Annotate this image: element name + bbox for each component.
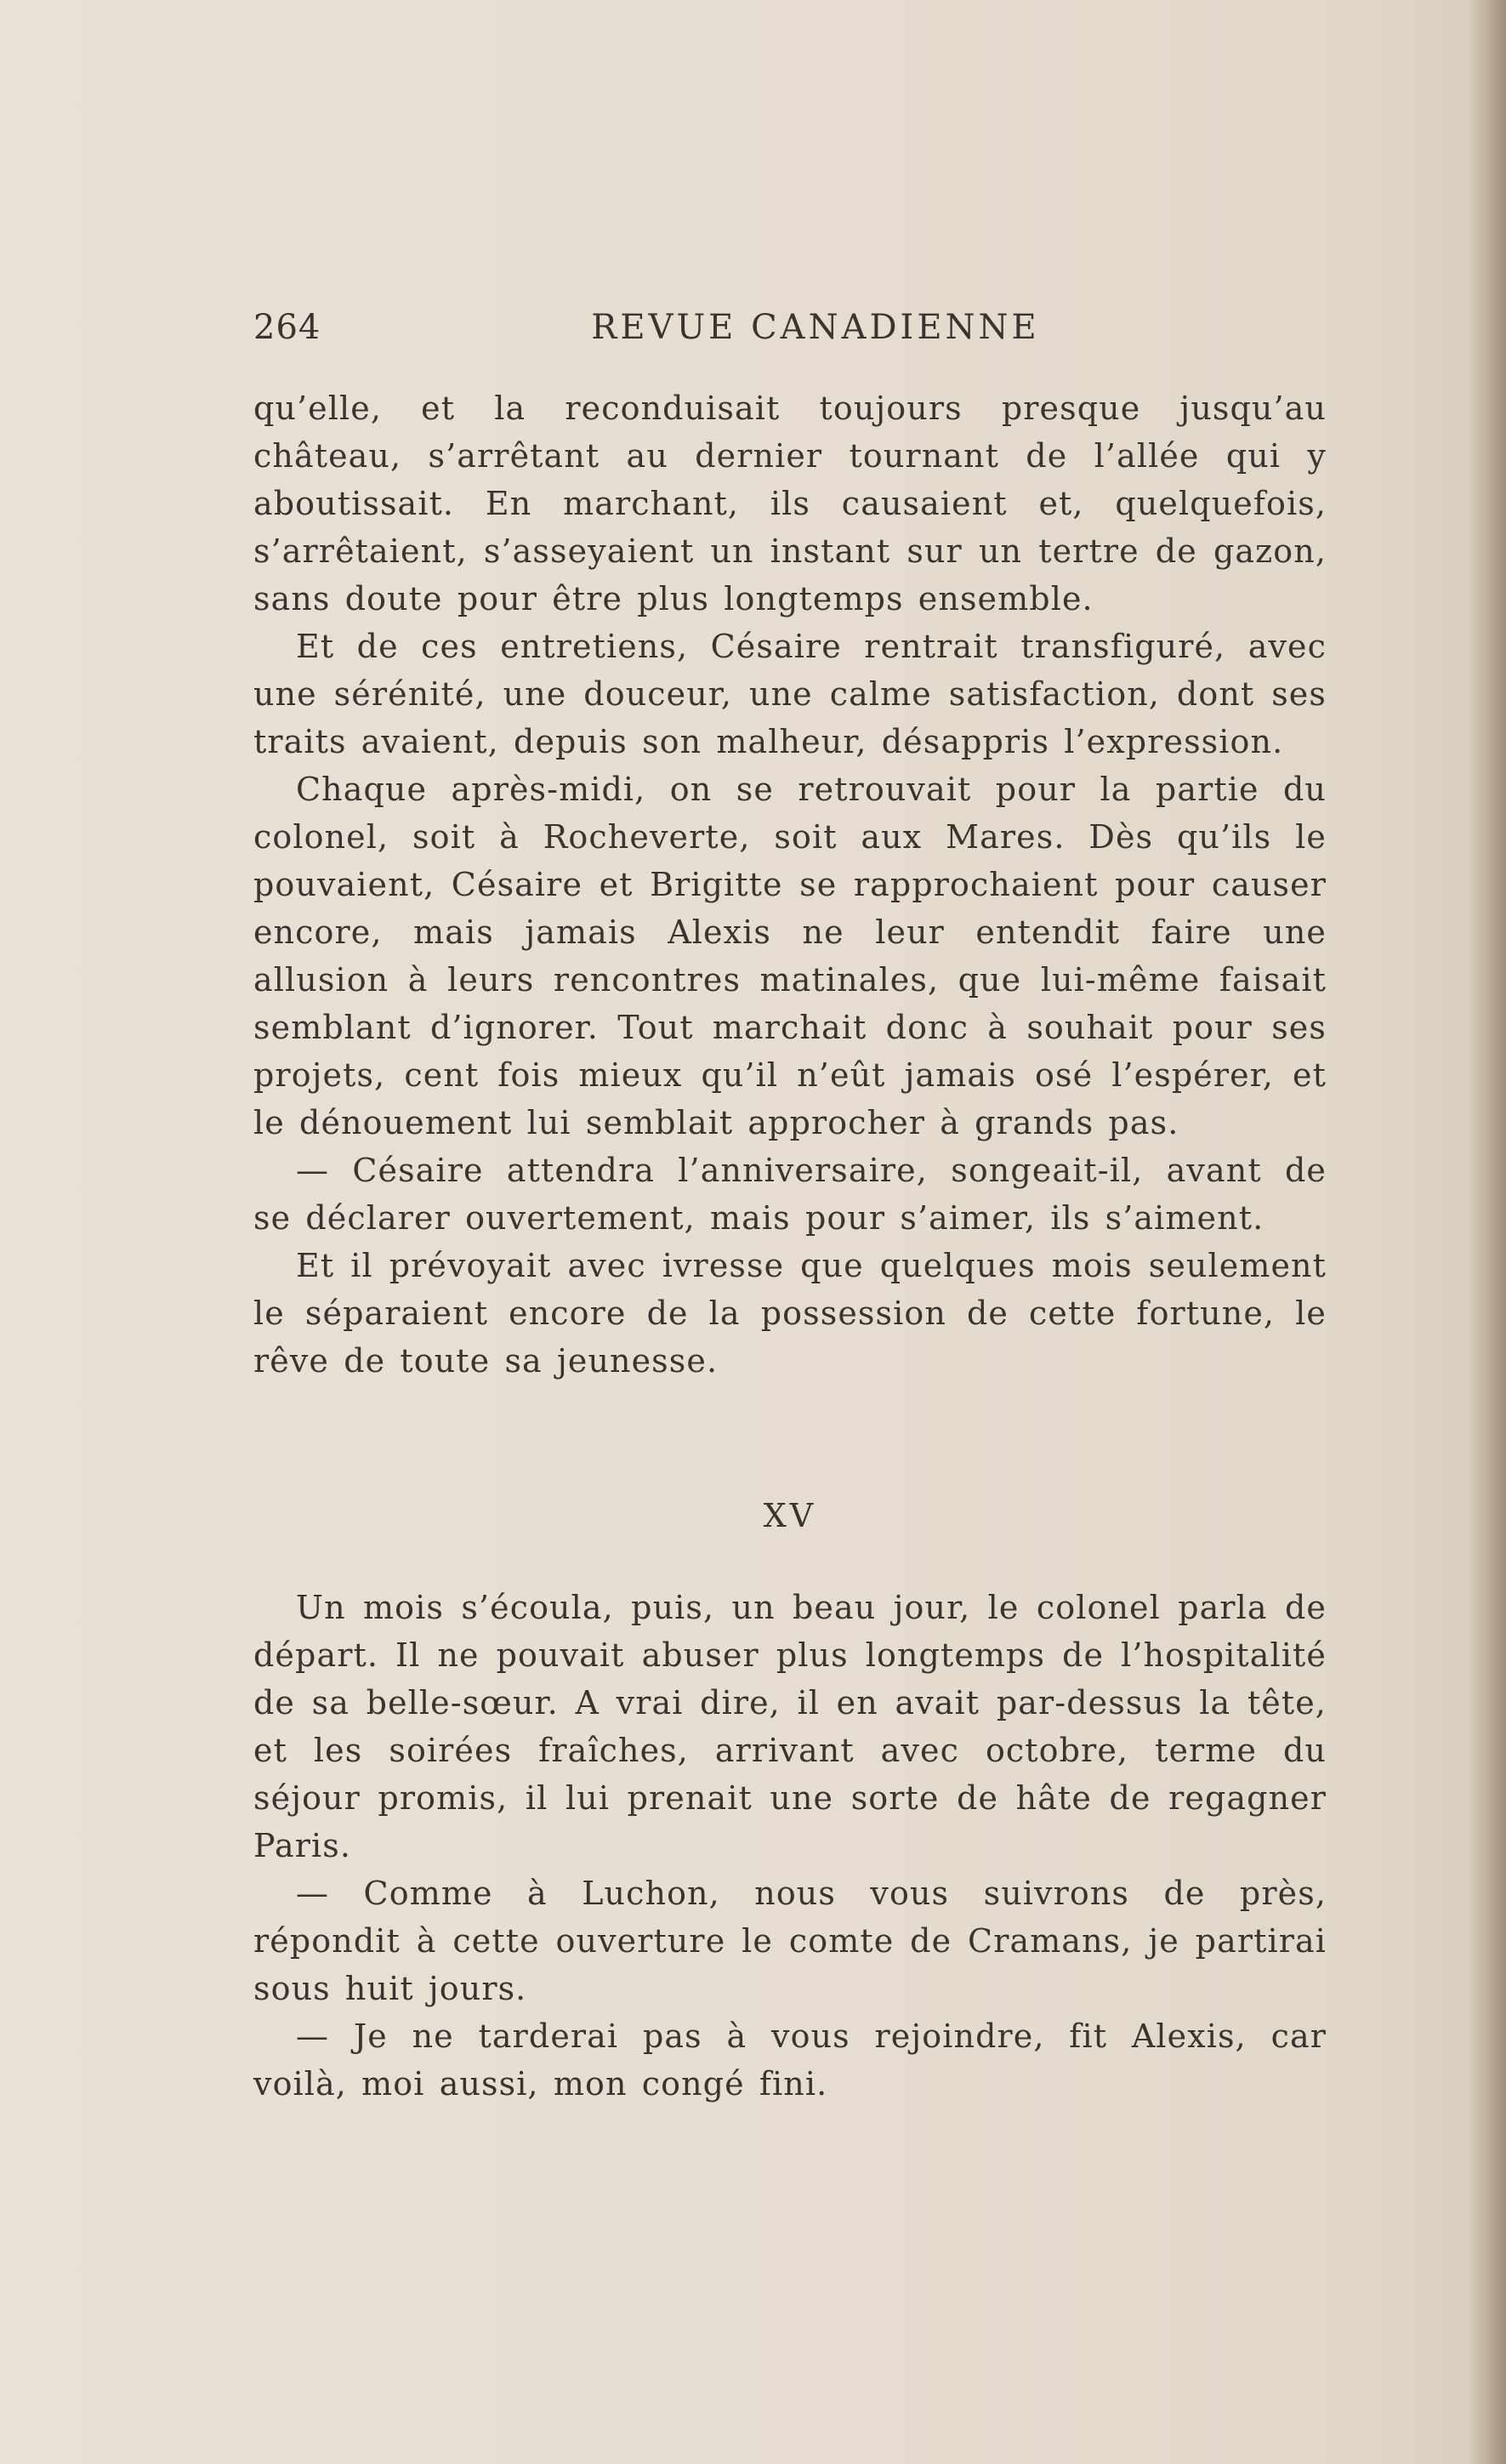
paragraph: Et de ces entretiens, Césaire rentrait transfiguré, avec une sérénité, une douceur, une calme satisfaction, dont ses traits avaient, depuis son malheur, désappris l’expression. xyxy=(253,628,1327,760)
paragraph: — Césaire attendra l’anniversaire, songeait-il, avant de se déclarer ouvertement, mais pour s’aimer, ils s’aiment. xyxy=(253,1152,1327,1237)
paragraph: Et il prévoyait avec ivresse que quelques mois seulement le séparaient encore de la possession de cette fortune, le rêve de toute sa jeunesse. xyxy=(253,1247,1327,1380)
running-title: REVUE CANADIENNE xyxy=(591,308,1040,347)
paragraph: — Comme à Luchon, nous vous suivrons de près, répondit à cette ouverture le comte de Cramans, je partirai sous huit jours. xyxy=(253,1875,1327,2007)
paragraph: Un mois s’écoula, puis, un beau jour, le colonel parla de départ. Il ne pouvait abuser plus longtemps de l’hospitalité de sa belle-sœur. A vrai dire, il en avait par-dessus la tête, et les soirées fraîches, arrivant avec octobre, terme du séjour promis, il lui prenait une sorte de hâte de regagner Paris. xyxy=(253,1589,1327,1864)
paragraph: qu’elle, et la reconduisait toujours presque jusqu’au château, s’arrêtant au dernier tournant de l’allée qui y aboutissait. En marchant, ils causaient et, quelquefois, s’arrêtaient, s’asseyaient un instant sur un tertre de gazon, sans doute pour être plus longtemps ensemble. xyxy=(253,390,1327,617)
page-header xyxy=(253,308,1327,350)
page-edge-shadow xyxy=(1468,0,1506,2464)
paragraph: Chaque après-midi, on se retrouvait pour la partie du colonel, soit à Rocheverte, soit aux Mares. Dès qu’ils le pouvaient, Césaire et Brigitte se rapprochaient pour causer encore, mais jamais Alexis ne leur entendit faire une allusion à leurs rencontres matinales, que lui-même faisait semblant d’ignorer. Tout marchait donc à souhait pour ses projets, cent fois mieux qu’il n’eût jamais osé l’espérer, et le dénouement lui semblait approcher à grands pas. xyxy=(253,771,1327,1141)
chapter-heading: XV xyxy=(763,1497,817,1534)
paragraph: — Je ne tarderai pas à vous rejoindre, fit Alexis, car voilà, moi aussi, mon congé fini. xyxy=(253,2017,1327,2103)
text-block-after-chapter xyxy=(253,1584,1327,2108)
text-block-before-chapter xyxy=(253,384,1327,1385)
page-number: 264 xyxy=(253,308,321,347)
